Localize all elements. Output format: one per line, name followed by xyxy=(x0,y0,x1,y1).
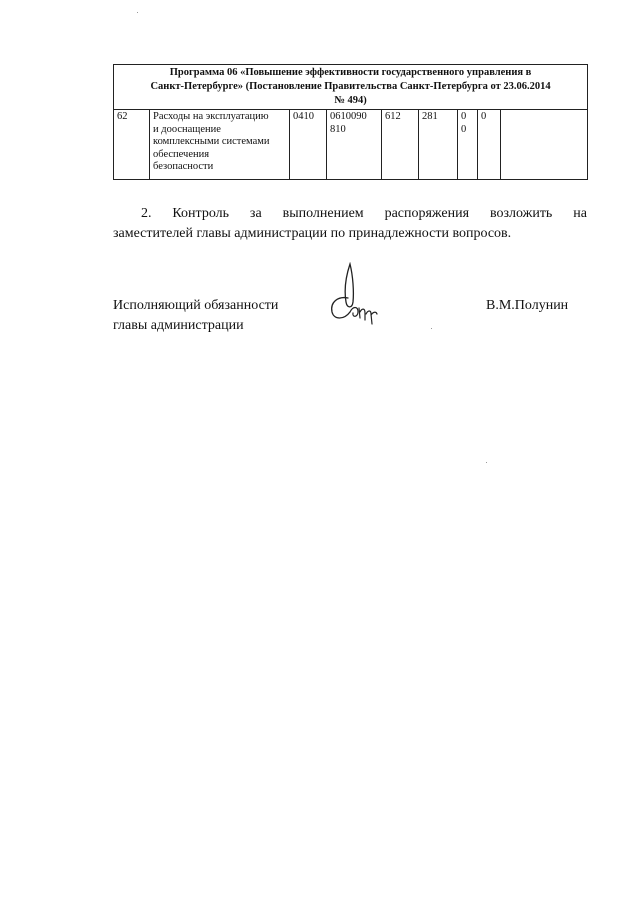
cell-type: 612 xyxy=(382,110,419,180)
cell-col7 xyxy=(458,110,478,180)
program-header-line: Санкт-Петербурге» (Постановление Правительства Санкт-Петербурга от 23.06.2014 xyxy=(150,81,551,92)
cell-name xyxy=(150,110,290,180)
cell-section: 0410 xyxy=(290,110,327,180)
cell-target xyxy=(327,110,382,180)
paragraph-2 xyxy=(113,204,587,244)
cell-col7-line: 0 xyxy=(461,123,467,135)
cell-code: 281 xyxy=(419,110,458,180)
cell-name-line: и дооснащение xyxy=(153,123,221,135)
scan-speck xyxy=(486,462,487,463)
signatory-name: В.М.Полунин xyxy=(486,298,569,313)
cell-name-line: Расходы на эксплуатацию xyxy=(153,111,269,122)
signatory-title-line: главы администрации xyxy=(113,318,244,333)
program-header-line: № 494) xyxy=(334,95,367,106)
cell-target-line: 0610090 xyxy=(330,111,367,122)
cell-number: 62 xyxy=(114,110,150,180)
scan-speck xyxy=(137,12,138,13)
cell-col8: 0 xyxy=(478,110,501,180)
paragraph-line xyxy=(113,204,587,224)
table-row xyxy=(114,110,588,180)
paragraph-word: за xyxy=(249,206,262,221)
paragraph-word: Контроль xyxy=(172,206,230,221)
cell-col7-line: 0 xyxy=(461,111,467,122)
signatory-title xyxy=(113,296,278,336)
program-header-row xyxy=(114,65,588,110)
program-header xyxy=(114,65,588,110)
cell-col9 xyxy=(501,110,588,180)
signatory-title-line: Исполняющий обязанности xyxy=(113,298,279,313)
paragraph-word: 2. xyxy=(141,206,152,221)
scan-speck xyxy=(431,328,432,329)
handwritten-signature xyxy=(322,262,382,328)
program-header-line: Программа 06 «Повышение эффективности государственного управления в xyxy=(169,67,532,78)
budget-table xyxy=(113,64,588,180)
paragraph-word: выполнением xyxy=(282,206,364,221)
paragraph-line: заместителей главы администрации по принадлежности вопросов. xyxy=(113,226,512,241)
cell-target-line: 810 xyxy=(330,123,346,135)
cell-name-line: обеспечения xyxy=(153,148,210,160)
paragraph-word: на xyxy=(573,206,587,221)
paragraph-word: возложить xyxy=(489,206,553,221)
cell-name-line: безопасности xyxy=(153,161,214,172)
cell-name-line: комплексными системами xyxy=(153,136,270,147)
paragraph-word: распоряжения xyxy=(384,206,470,221)
